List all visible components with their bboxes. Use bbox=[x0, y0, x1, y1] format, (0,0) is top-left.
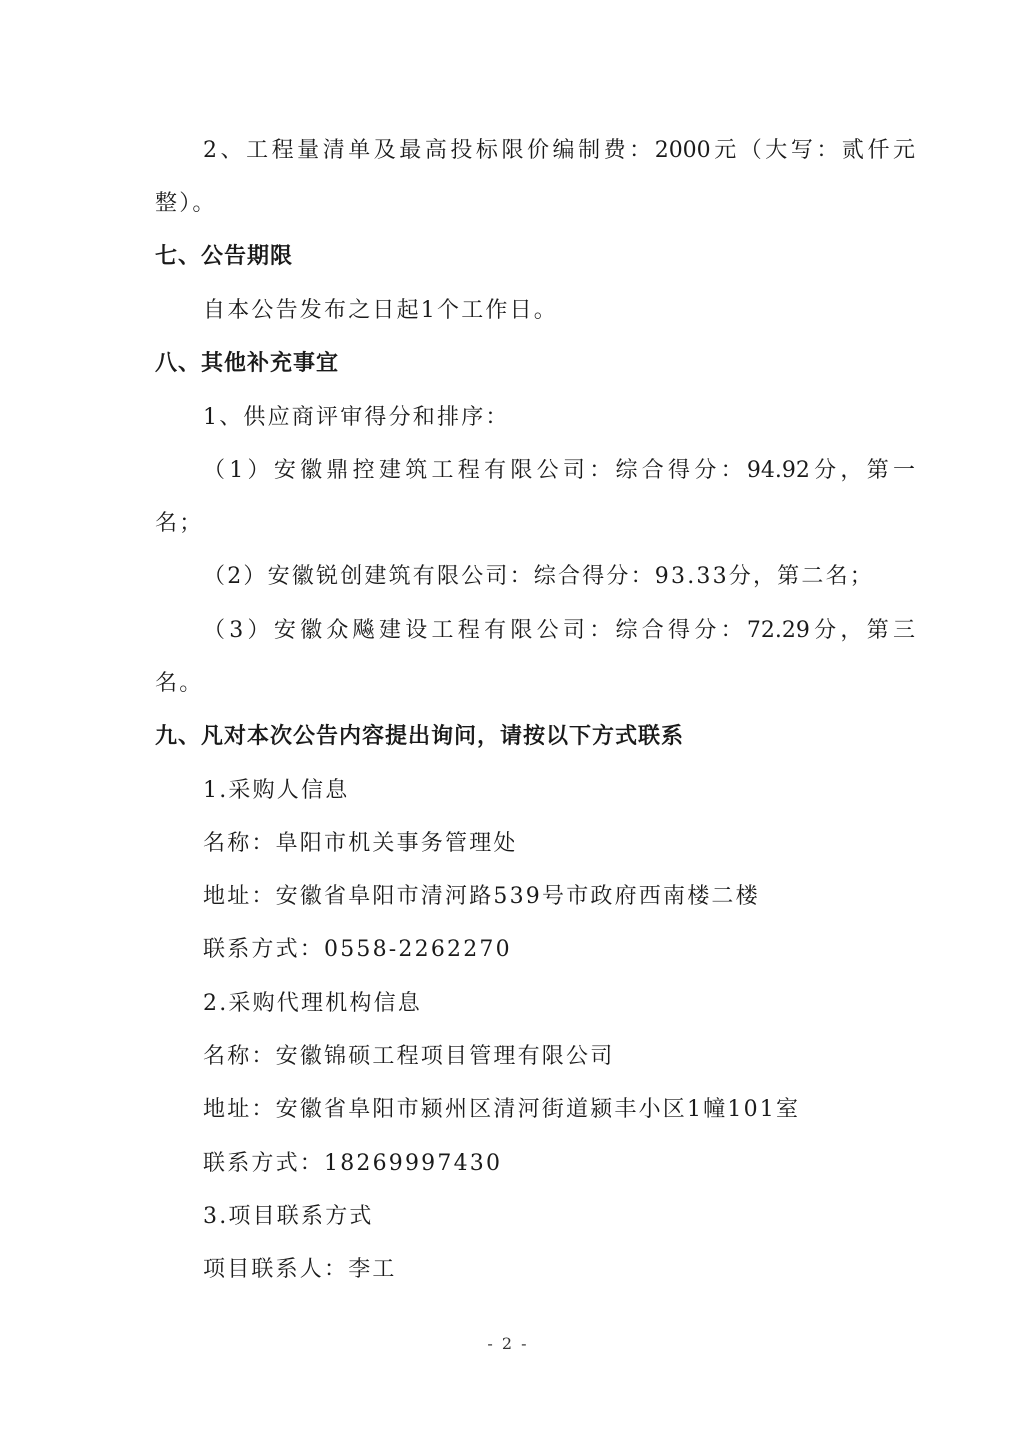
rank1-line2: 名； bbox=[155, 511, 204, 536]
rank2-line: （2）安徽锐创建筑有限公司：综合得分：93.33分，第二名； bbox=[203, 564, 874, 589]
fee-item-2-line1: 2、工程量清单及最高投标限价编制费：2000元（大写：贰仟元 bbox=[203, 138, 915, 163]
rank3-line1: （3）安徽众飚建设工程有限公司：综合得分：72.29分，第三 bbox=[203, 618, 915, 643]
section8-heading: 八、其他补充事宜 bbox=[155, 351, 340, 376]
rank1-line1: （1）安徽鼎控建筑工程有限公司：综合得分：94.92分，第一 bbox=[203, 458, 915, 483]
page-number: - 2 - bbox=[487, 1334, 529, 1353]
purchaser-name: 名称：阜阳市机关事务管理处 bbox=[203, 831, 518, 856]
project-title: 3.项目联系方式 bbox=[203, 1204, 374, 1229]
section8-subheading: 1、供应商评审得分和排序： bbox=[203, 405, 510, 430]
agency-name: 名称：安徽锦硕工程项目管理有限公司 bbox=[203, 1044, 615, 1069]
rank3-line2: 名。 bbox=[155, 671, 204, 696]
agency-address: 地址：安徽省阜阳市颍州区清河街道颍丰小区1幢101室 bbox=[203, 1097, 801, 1122]
section7-text: 自本公告发布之日起1个工作日。 bbox=[203, 298, 558, 323]
section7-heading: 七、公告期限 bbox=[155, 244, 294, 269]
agency-contact: 联系方式：18269997430 bbox=[203, 1151, 503, 1176]
purchaser-title: 1.采购人信息 bbox=[203, 778, 350, 803]
section9-heading: 九、凡对本次公告内容提出询问，请按以下方式联系 bbox=[155, 724, 685, 749]
purchaser-contact: 联系方式：0558-2262270 bbox=[203, 937, 512, 962]
purchaser-address: 地址：安徽省阜阳市清河路539号市政府西南楼二楼 bbox=[203, 884, 760, 909]
project-contact-person: 项目联系人：李工 bbox=[203, 1257, 397, 1282]
fee-item-2-line2: 整）。 bbox=[155, 191, 217, 216]
agency-title: 2.采购代理机构信息 bbox=[203, 991, 422, 1016]
